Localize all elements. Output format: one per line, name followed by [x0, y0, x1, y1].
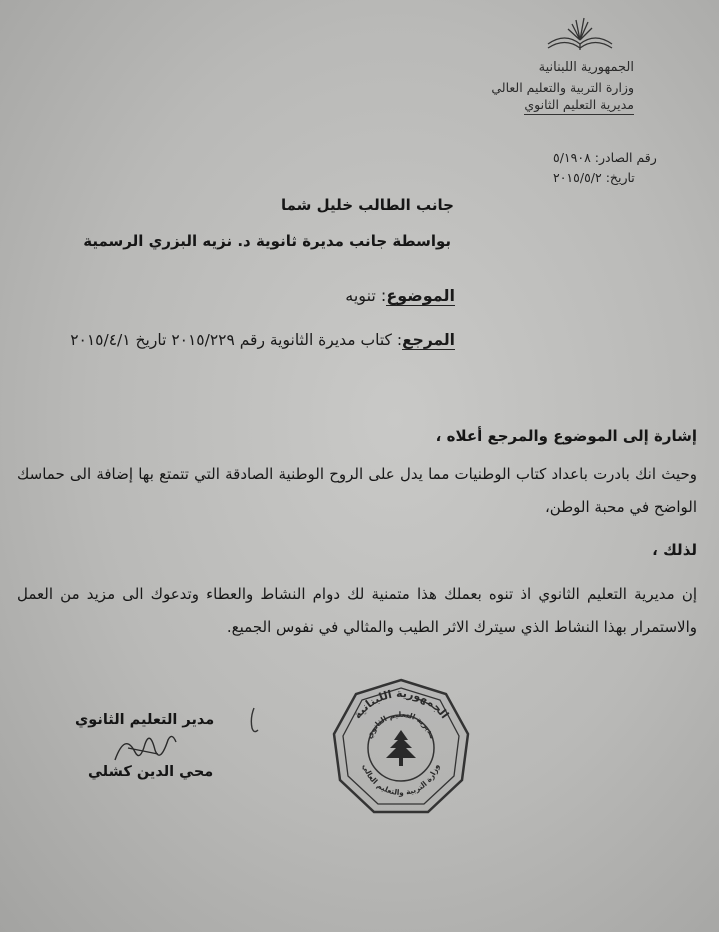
handwritten-mark: [244, 706, 264, 736]
svg-text:الجمهورية اللبنانية: الجمهورية اللبنانية: [350, 686, 452, 722]
subject-value: : تنويه: [345, 286, 387, 305]
body-opening: إشارة إلى الموضوع والمرجع أعلاه ،: [435, 427, 697, 445]
svg-text:وزارة التربية والتعليم العالي: وزارة التربية والتعليم العالي: [360, 762, 441, 798]
ministry-book-logo: [540, 10, 620, 60]
addressee-line: جانب الطالب خليل شما: [280, 196, 454, 214]
signatory-name: محي الدين كشلي: [88, 764, 214, 780]
subject-label: الموضوع: [386, 286, 455, 305]
svg-text:مديرية التعليم الثانوي: مديرية التعليم الثانوي: [364, 709, 438, 740]
reference-label: المرجع: [402, 331, 455, 349]
body-therefore: لذلك ،: [652, 541, 697, 559]
official-seal-stamp: [328, 676, 474, 820]
header-ministry: وزارة التربية والتعليم العالي: [491, 80, 634, 95]
body-paragraph-2: إن مديرية التعليم الثانوي اذ تنوه بعملك هذا متمنية لك دوام النشاط والعطاء وتدعوك الى مزيد من العمل والاستمرار بهذا النشاط الذي سيترك الاثر الطيب والمثالي في نفوس الجميع.: [17, 585, 697, 636]
via-line: بواسطة جانب مديرة ثانوية د. نزيه البزري الرسمية: [83, 232, 451, 250]
body-paragraph-1: وحيث انك بادرت باعداد كتاب الوطنيات مما يدل على الروح الوطنية الصادقة التي تتمتع بها إضافة الى حماسك الواضح في محبة الوطن،: [17, 465, 697, 516]
letter-date: تاريخ: ٢٠١٥/٥/٢: [553, 170, 635, 185]
header-directorate: مديرية التعليم الثانوي: [524, 97, 634, 115]
reference-line: [35, 327, 455, 353]
outgoing-number: رقم الصادر: ٥/١٩٠٨: [553, 150, 657, 165]
header-republic: الجمهورية اللبنانية: [538, 60, 634, 75]
subject-line: [345, 286, 455, 305]
signatory-title: مدير التعليم الثانوي: [75, 712, 215, 728]
reference-value: : كتاب مديرة الثانوية رقم ٢٠١٥/٢٢٩ تاريخ ٢٠١٥/٤/١: [70, 331, 403, 349]
